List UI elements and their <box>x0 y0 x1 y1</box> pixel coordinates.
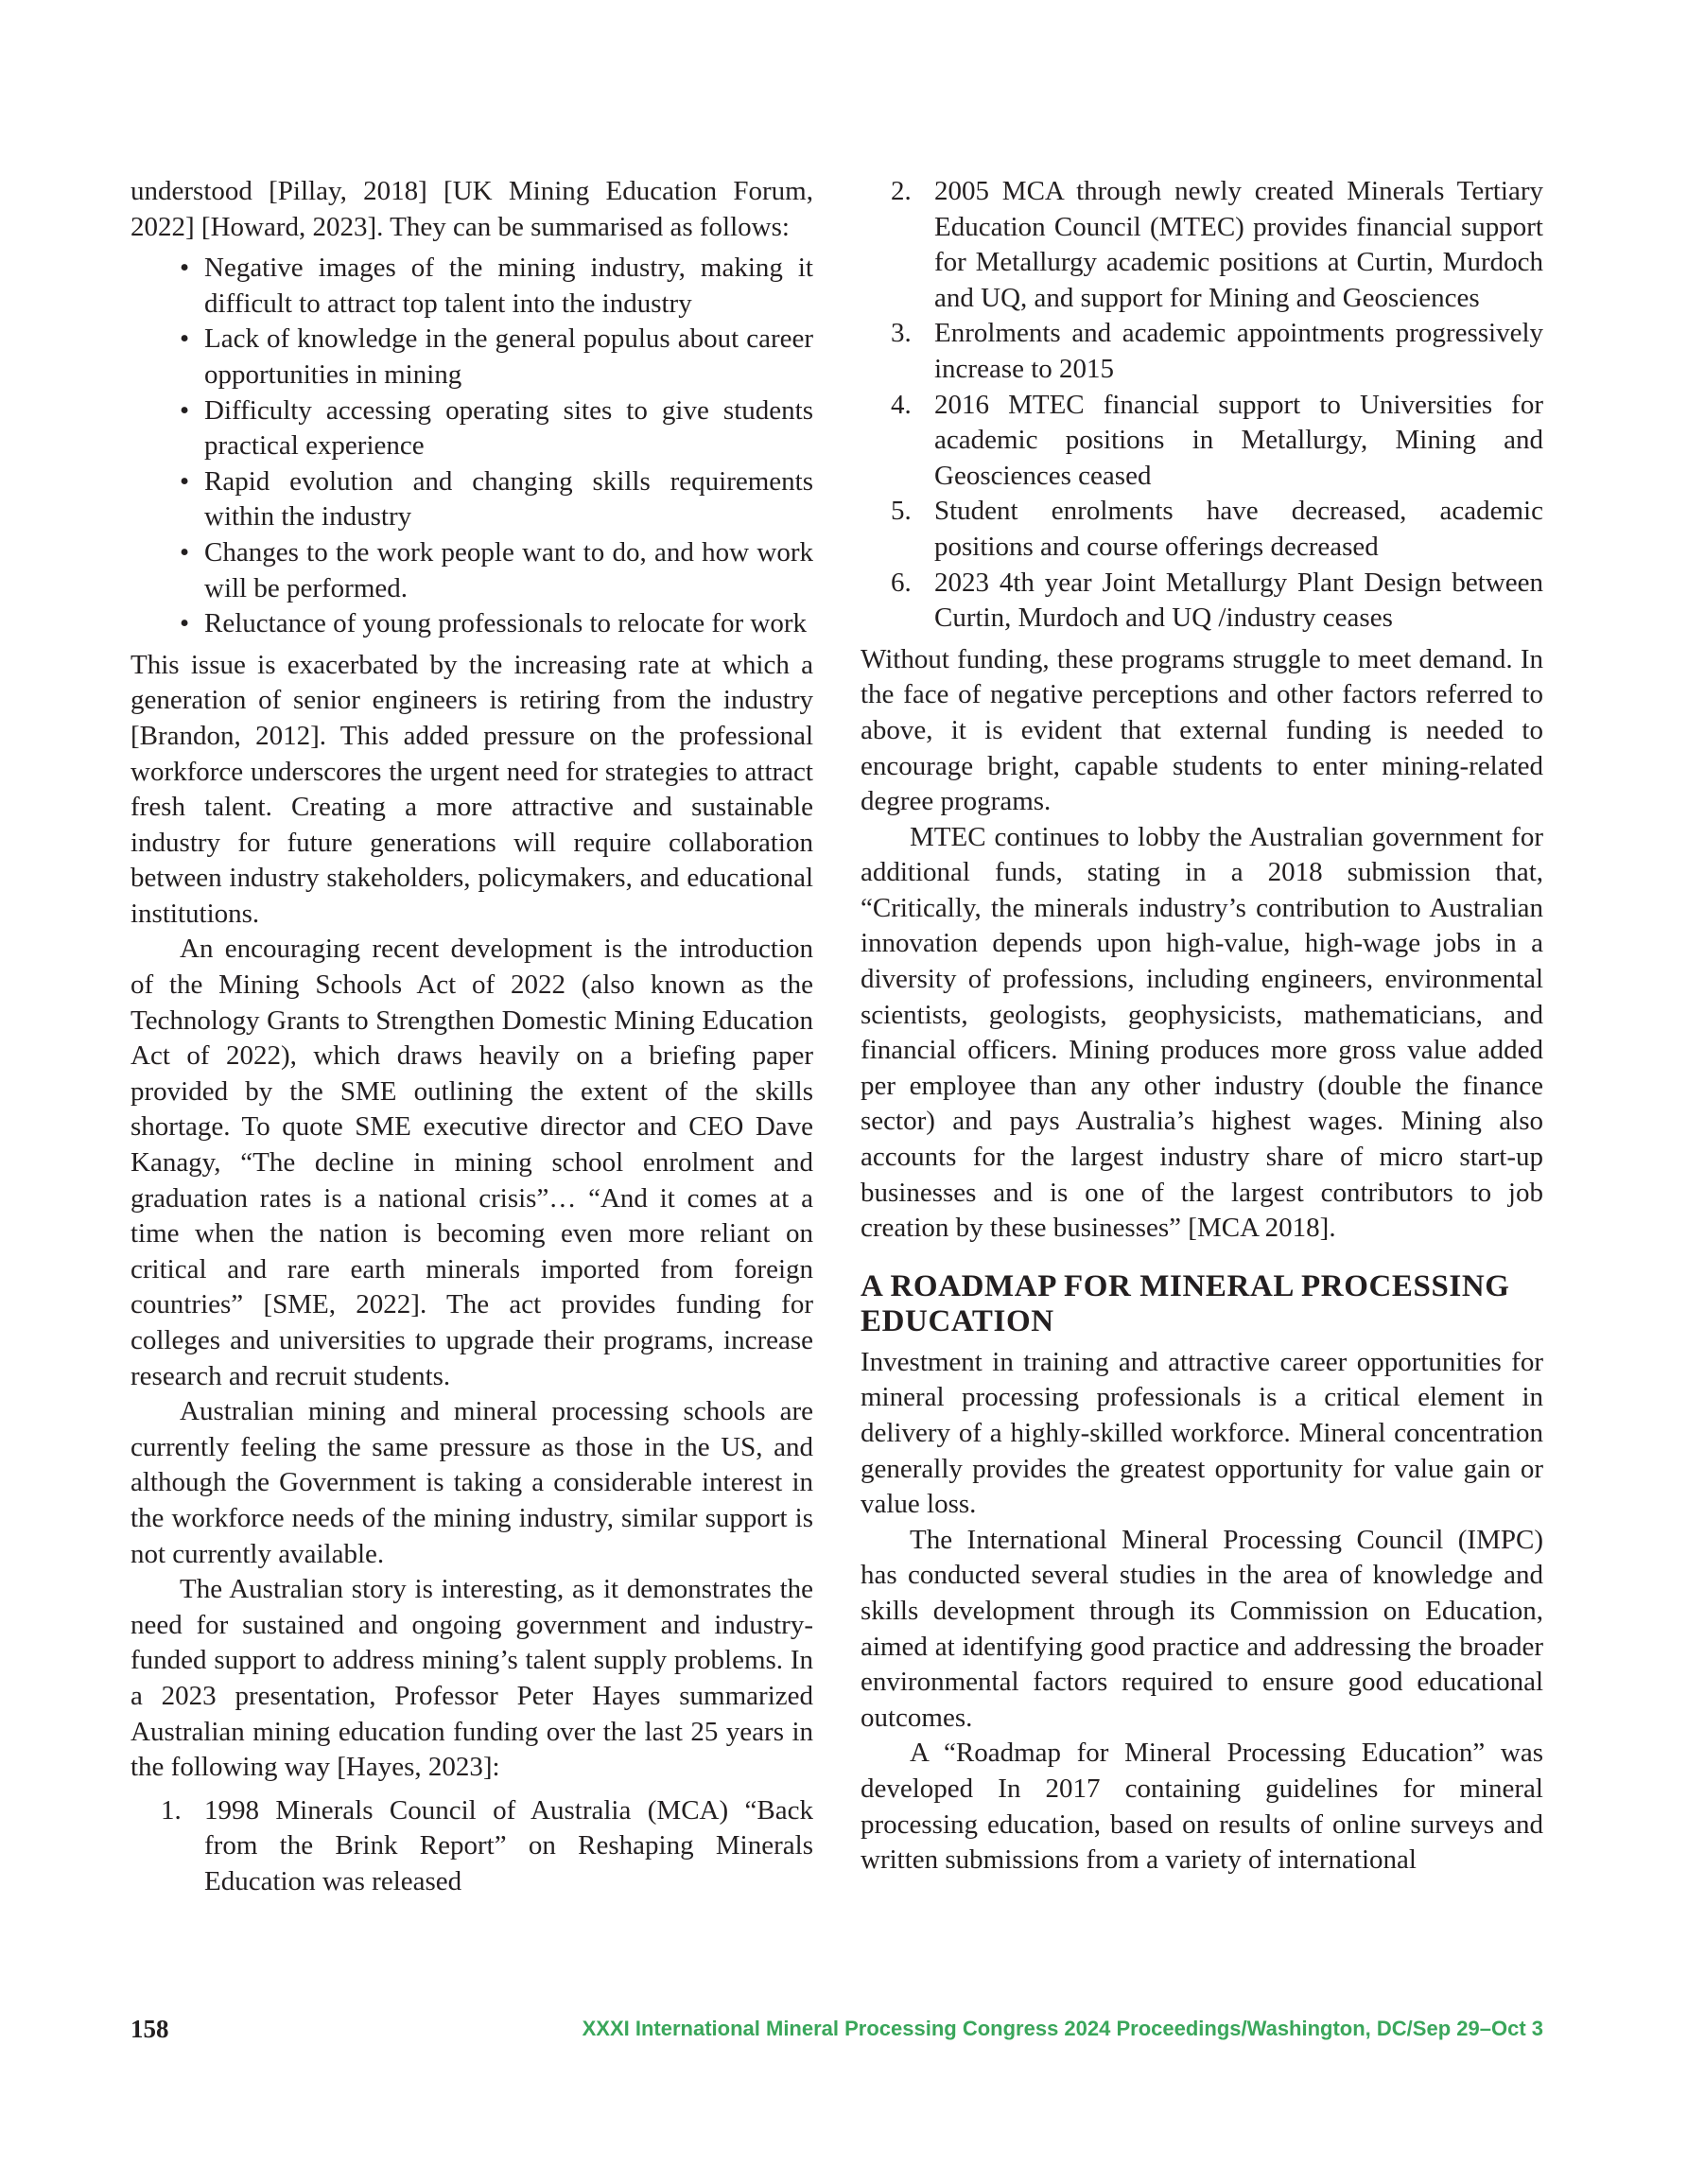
right-column <box>861 174 1543 1878</box>
list-number: 5. <box>891 496 912 527</box>
bullet-icon: • <box>180 608 190 639</box>
body-paragraph: A “Roadmap for Mineral Processing Education” was developed In 2017 containing guidelines for mineral processing education, based on results of online surveys and written submissions from a variety of international <box>861 1738 1543 1876</box>
funding-timeline-list-continued <box>861 174 1543 637</box>
challenges-bullet-list <box>130 251 813 642</box>
list-item: • Difficulty accessing operating sites to give students practical experience <box>180 394 813 462</box>
list-item: 3. Enrolments and academic appointments progressively increase to 2015 <box>891 318 1543 384</box>
body-paragraph: Investment in training and attractive career opportunities for mineral processing professionals is a critical element in delivery of a highly-skilled workforce. Mineral concentration generally provides the greatest opportunity for value gain or value loss. <box>861 1346 1543 1520</box>
left-column <box>130 174 813 1906</box>
body-paragraph: This issue is exacerbated by the increasing rate at which a generation of senior engineers is retiring from the industry [Brandon, 2012]. This added pressure on the professional workforce underscores the urgent need for strategies to attract fresh talent. Creating a more attractive and sustainable industry for future generations will require collaboration between industry stakeholders, policymakers, and educational institutions. <box>130 649 813 929</box>
section-heading: A ROADMAP FOR MINERAL PROCESSING EDUCATION <box>861 1268 1510 1338</box>
list-item: 4. 2016 MTEC financial support to Universities for academic positions in Metallurgy, Mining and Geosciences ceased <box>891 389 1543 491</box>
body-paragraph: MTEC continues to lobby the Australian government for additional funds, stating in a 2018 submission that, “Critically, the minerals industry’s contribution to Australian innovation depends upon high-value, high-wage jobs in a diversity of professions, including engineers, environmental scientists, geologists, geophysicists, mathematicians, and financial officers. Mining produces more gross value added per employee than any other industry (double the finance sector) and pays Australia’s highest wages. Mining also accounts for the largest industry share of micro start-up businesses and is one of the largest contributors to job creation by these businesses” [MCA 2018]. <box>861 821 1543 1244</box>
list-item: 5. Student enrolments have decreased, academic positions and course offerings decreased <box>891 496 1543 562</box>
list-item: 1. 1998 Minerals Council of Australia (MCA) “Back from the Brink Report” on Reshaping Minerals Education was released <box>161 1794 813 1896</box>
list-number: 4. <box>891 389 912 420</box>
list-item: 2. 2005 MCA through newly created Minerals Tertiary Education Council (MTEC) provides financial support for Metallurgy academic positions at Curtin, Murdoch and UQ, and support for Mining and Geosciences <box>891 176 1543 313</box>
list-item: • Rapid evolution and changing skills requirements within the industry <box>180 465 813 533</box>
body-paragraph: Australian mining and mineral processing schools are currently feeling the same pressure as those in the US, and although the Government is taking a considerable interest in the workforce needs of the mining industry, similar support is not currently available. <box>130 1396 813 1569</box>
bullet-icon: • <box>180 394 190 426</box>
bullet-icon: • <box>180 536 190 568</box>
page-number: 158 <box>130 2015 169 2043</box>
body-paragraph: Without funding, these programs struggle to meet demand. In the face of negative perceptions and other factors referred to above, it is evident that external funding is needed to encourage bright, capable students to enter mining-related degree programs. <box>861 643 1543 817</box>
body-paragraph: The Australian story is interesting, as it demonstrates the need for sustained and ongoing government and industry-funded support to address mining’s talent supply problems. In a 2023 presentation, Professor Peter Hayes summarized Australian mining education funding over the last 25 years in the following way [Hayes, 2023]: <box>130 1574 813 1783</box>
list-item: • Lack of knowledge in the general populus about career opportunities in mining <box>180 323 813 390</box>
bullet-icon: • <box>180 253 190 284</box>
list-item: • Negative images of the mining industry, making it difficult to attract top talent into the industry <box>180 253 813 319</box>
list-item: 6. 2023 4th year Joint Metallurgy Plant Design between Curtin, Murdoch and UQ /industry ceases <box>891 567 1543 634</box>
page-footer <box>130 2015 1543 2053</box>
list-number: 2. <box>891 176 912 206</box>
bullet-icon: • <box>180 323 190 355</box>
intro-paragraph: understood [Pillay, 2018] [UK Mining Education Forum, 2022] [Howard, 2023]. They can be summarised as follows: <box>130 176 813 242</box>
body-paragraph: The International Mineral Processing Council (IMPC) has conducted several studies in the area of knowledge and skills development through its Commission on Education, aimed at identifying good practice and addressing the broader environmental factors required to ensure good educational outcomes. <box>861 1524 1543 1733</box>
list-number: 3. <box>891 318 912 349</box>
body-paragraph: An encouraging recent development is the introduction of the Mining Schools Act of 2022 (also known as the Technology Grants to Strengthen Domestic Mining Education Act of 2022), which draws heavily on a briefing paper provided by the SME outlining the extent of the skills shortage. To quote SME executive director and CEO Dave Kanagy, “The decline in mining school enrolment and graduation rates is a national crisis”… “And it comes at a time when the nation is becoming even more reliant on critical and rare earth minerals imported from foreign countries” [SME, 2022]. The act provides funding for colleges and universities to upgrade their programs, increase research and recruit students. <box>130 934 813 1391</box>
funding-timeline-list <box>130 1793 813 1900</box>
list-number: 6. <box>891 567 912 598</box>
list-item: • Reluctance of young professionals to relocate for work <box>204 606 813 642</box>
list-number: 1. <box>161 1794 182 1826</box>
bullet-icon: • <box>180 465 190 497</box>
running-footer-title: XXXI International Mineral Processing Congress 2024 Proceedings/Washington, DC/Sep 29–Oct 3 <box>582 2017 1543 2040</box>
list-item: • Changes to the work people want to do, and how work will be performed. <box>180 536 813 603</box>
